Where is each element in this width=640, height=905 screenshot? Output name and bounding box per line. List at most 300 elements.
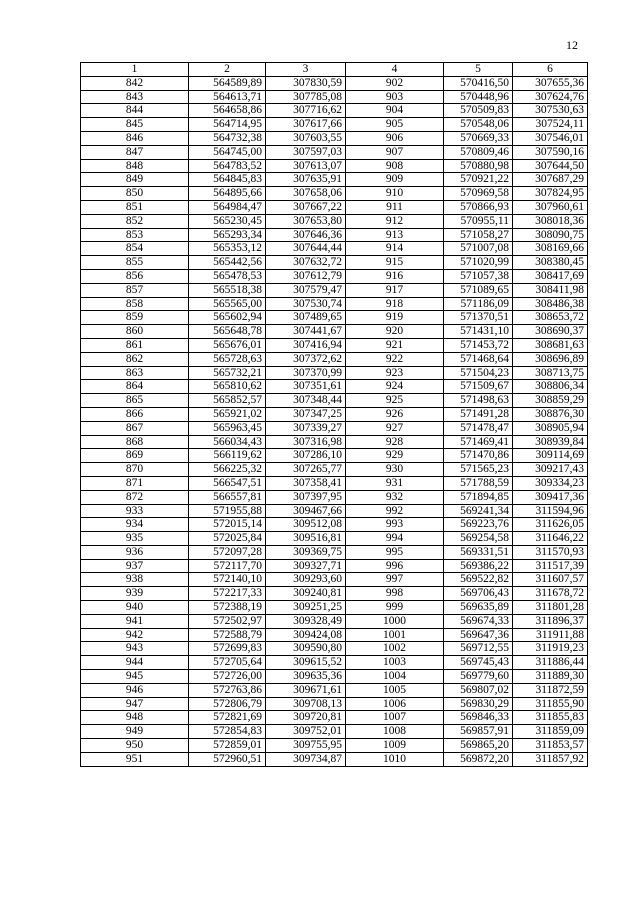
point-number-cell: 853	[81, 228, 189, 242]
point-number-cell: 941	[81, 614, 189, 628]
x-coordinate-cell: 565518,38	[189, 283, 266, 297]
point-number-cell: 943	[81, 642, 189, 656]
x-coordinate-cell: 570921,22	[444, 173, 513, 187]
x-coordinate-cell: 566557,81	[189, 490, 266, 504]
y-coordinate-cell: 309708,13	[266, 697, 346, 711]
y-coordinate-cell: 307489,65	[266, 311, 346, 325]
x-coordinate-cell: 569331,51	[444, 545, 513, 559]
point-number-cell: 932	[346, 490, 444, 504]
table-row	[81, 670, 588, 684]
x-coordinate-cell: 565293,34	[189, 228, 266, 242]
point-number-cell: 908	[346, 159, 444, 173]
y-coordinate-cell: 308681,63	[513, 338, 588, 352]
x-coordinate-cell: 570809,46	[444, 145, 513, 159]
table-row	[81, 269, 588, 283]
point-number-cell: 1010	[346, 752, 444, 766]
x-coordinate-cell: 571498,63	[444, 394, 513, 408]
x-coordinate-cell: 566547,51	[189, 476, 266, 490]
point-number-cell: 999	[346, 601, 444, 615]
column-header: 5	[444, 63, 513, 77]
point-number-cell: 843	[81, 90, 189, 104]
table-row	[81, 187, 588, 201]
table-row	[81, 683, 588, 697]
table-row	[81, 518, 588, 532]
x-coordinate-cell: 571089,65	[444, 283, 513, 297]
point-number-cell: 928	[346, 435, 444, 449]
x-coordinate-cell: 569865,20	[444, 739, 513, 753]
point-number-cell: 872	[81, 490, 189, 504]
y-coordinate-cell: 307644,50	[513, 159, 588, 173]
y-coordinate-cell: 307716,62	[266, 104, 346, 118]
y-coordinate-cell: 307397,95	[266, 490, 346, 504]
y-coordinate-cell: 309240,81	[266, 587, 346, 601]
point-number-cell: 930	[346, 463, 444, 477]
x-coordinate-cell: 565602,94	[189, 311, 266, 325]
point-number-cell: 902	[346, 76, 444, 90]
table-row	[81, 366, 588, 380]
table-row	[81, 104, 588, 118]
column-header: 3	[266, 63, 346, 77]
x-coordinate-cell: 564745,00	[189, 145, 266, 159]
x-coordinate-cell: 569712,55	[444, 642, 513, 656]
y-coordinate-cell: 309114,69	[513, 449, 588, 463]
y-coordinate-cell: 311517,39	[513, 559, 588, 573]
x-coordinate-cell: 564984,47	[189, 200, 266, 214]
x-coordinate-cell: 569647,36	[444, 628, 513, 642]
point-number-cell: 847	[81, 145, 189, 159]
x-coordinate-cell: 569745,43	[444, 656, 513, 670]
y-coordinate-cell: 307530,74	[266, 297, 346, 311]
y-coordinate-cell: 309467,66	[266, 504, 346, 518]
y-coordinate-cell: 309217,43	[513, 463, 588, 477]
y-coordinate-cell: 311626,05	[513, 518, 588, 532]
table-row	[81, 380, 588, 394]
x-coordinate-cell: 565230,45	[189, 214, 266, 228]
point-number-cell: 864	[81, 380, 189, 394]
y-coordinate-cell: 307667,22	[266, 200, 346, 214]
x-coordinate-cell: 571058,27	[444, 228, 513, 242]
y-coordinate-cell: 309590,80	[266, 642, 346, 656]
x-coordinate-cell: 570880,98	[444, 159, 513, 173]
x-coordinate-cell: 571470,86	[444, 449, 513, 463]
point-number-cell: 996	[346, 559, 444, 573]
table-row	[81, 173, 588, 187]
point-number-cell: 865	[81, 394, 189, 408]
point-number-cell: 871	[81, 476, 189, 490]
table-row	[81, 587, 588, 601]
y-coordinate-cell: 307339,27	[266, 421, 346, 435]
point-number-cell: 923	[346, 366, 444, 380]
point-number-cell: 1009	[346, 739, 444, 753]
point-number-cell: 860	[81, 325, 189, 339]
x-coordinate-cell: 571894,85	[444, 490, 513, 504]
page-number: 12	[566, 38, 578, 52]
x-coordinate-cell: 572015,14	[189, 518, 266, 532]
x-coordinate-cell: 570548,06	[444, 118, 513, 132]
point-number-cell: 850	[81, 187, 189, 201]
point-number-cell: 918	[346, 297, 444, 311]
point-number-cell: 933	[81, 504, 189, 518]
y-coordinate-cell: 307347,25	[266, 407, 346, 421]
y-coordinate-cell: 311886,44	[513, 656, 588, 670]
x-coordinate-cell: 571370,51	[444, 311, 513, 325]
point-number-cell: 867	[81, 421, 189, 435]
x-coordinate-cell: 564895,66	[189, 187, 266, 201]
point-number-cell: 859	[81, 311, 189, 325]
table-row	[81, 725, 588, 739]
x-coordinate-cell: 564613,71	[189, 90, 266, 104]
point-number-cell: 911	[346, 200, 444, 214]
x-coordinate-cell: 571431,10	[444, 325, 513, 339]
point-number-cell: 846	[81, 131, 189, 145]
y-coordinate-cell: 307687,29	[513, 173, 588, 187]
point-number-cell: 903	[346, 90, 444, 104]
table-row	[81, 642, 588, 656]
table-row	[81, 407, 588, 421]
table-row	[81, 490, 588, 504]
table-row	[81, 90, 588, 104]
x-coordinate-cell: 571478,47	[444, 421, 513, 435]
y-coordinate-cell: 307579,47	[266, 283, 346, 297]
table-row	[81, 476, 588, 490]
table-row	[81, 242, 588, 256]
y-coordinate-cell: 311570,93	[513, 545, 588, 559]
point-number-cell: 992	[346, 504, 444, 518]
y-coordinate-cell: 311857,92	[513, 752, 588, 766]
y-coordinate-cell: 308411,98	[513, 283, 588, 297]
point-number-cell: 997	[346, 573, 444, 587]
y-coordinate-cell: 311646,22	[513, 532, 588, 546]
table-row	[81, 532, 588, 546]
point-number-cell: 935	[81, 532, 189, 546]
x-coordinate-cell: 572699,83	[189, 642, 266, 656]
table-row	[81, 711, 588, 725]
y-coordinate-cell: 308806,34	[513, 380, 588, 394]
x-coordinate-cell: 569872,20	[444, 752, 513, 766]
table-row	[81, 394, 588, 408]
table-row	[81, 739, 588, 753]
point-number-cell: 921	[346, 338, 444, 352]
point-number-cell: 920	[346, 325, 444, 339]
y-coordinate-cell: 308018,36	[513, 214, 588, 228]
table-row	[81, 338, 588, 352]
point-number-cell: 940	[81, 601, 189, 615]
y-coordinate-cell: 311853,57	[513, 739, 588, 753]
x-coordinate-cell: 569779,60	[444, 670, 513, 684]
y-coordinate-cell: 311911,88	[513, 628, 588, 642]
point-number-cell: 1001	[346, 628, 444, 642]
y-coordinate-cell: 309615,52	[266, 656, 346, 670]
point-number-cell: 856	[81, 269, 189, 283]
y-coordinate-cell: 309752,01	[266, 725, 346, 739]
table-row	[81, 228, 588, 242]
y-coordinate-cell: 309512,08	[266, 518, 346, 532]
x-coordinate-cell: 571007,08	[444, 242, 513, 256]
y-coordinate-cell: 308876,30	[513, 407, 588, 421]
table-row	[81, 352, 588, 366]
x-coordinate-cell: 570416,50	[444, 76, 513, 90]
point-number-cell: 917	[346, 283, 444, 297]
y-coordinate-cell: 307624,76	[513, 90, 588, 104]
y-coordinate-cell: 311801,28	[513, 601, 588, 615]
y-coordinate-cell: 308417,69	[513, 269, 588, 283]
x-coordinate-cell: 572140,10	[189, 573, 266, 587]
point-number-cell: 914	[346, 242, 444, 256]
x-coordinate-cell: 569846,33	[444, 711, 513, 725]
y-coordinate-cell: 311607,57	[513, 573, 588, 587]
y-coordinate-cell: 307416,94	[266, 338, 346, 352]
point-number-cell: 849	[81, 173, 189, 187]
table-row	[81, 297, 588, 311]
x-coordinate-cell: 569857,91	[444, 725, 513, 739]
y-coordinate-cell: 308713,75	[513, 366, 588, 380]
y-coordinate-cell: 307524,11	[513, 118, 588, 132]
x-coordinate-cell: 565442,56	[189, 256, 266, 270]
y-coordinate-cell: 308939,84	[513, 435, 588, 449]
point-number-cell: 995	[346, 545, 444, 559]
y-coordinate-cell: 308090,75	[513, 228, 588, 242]
x-coordinate-cell: 571509,67	[444, 380, 513, 394]
table-row	[81, 325, 588, 339]
point-number-cell: 855	[81, 256, 189, 270]
table-row	[81, 573, 588, 587]
point-number-cell: 1007	[346, 711, 444, 725]
point-number-cell: 944	[81, 656, 189, 670]
y-coordinate-cell: 309327,71	[266, 559, 346, 573]
x-coordinate-cell: 572502,97	[189, 614, 266, 628]
column-header: 6	[513, 63, 588, 77]
point-number-cell: 863	[81, 366, 189, 380]
point-number-cell: 842	[81, 76, 189, 90]
point-number-cell: 950	[81, 739, 189, 753]
point-number-cell: 862	[81, 352, 189, 366]
x-coordinate-cell: 564714,95	[189, 118, 266, 132]
x-coordinate-cell: 571491,28	[444, 407, 513, 421]
x-coordinate-cell: 565478,53	[189, 269, 266, 283]
x-coordinate-cell: 572025,84	[189, 532, 266, 546]
x-coordinate-cell: 572388,19	[189, 601, 266, 615]
x-coordinate-cell: 564589,89	[189, 76, 266, 90]
x-coordinate-cell: 572821,69	[189, 711, 266, 725]
table-row	[81, 118, 588, 132]
y-coordinate-cell: 309635,36	[266, 670, 346, 684]
point-number-cell: 857	[81, 283, 189, 297]
y-coordinate-cell: 309720,81	[266, 711, 346, 725]
x-coordinate-cell: 572806,79	[189, 697, 266, 711]
y-coordinate-cell: 309734,87	[266, 752, 346, 766]
point-number-cell: 949	[81, 725, 189, 739]
point-number-cell: 919	[346, 311, 444, 325]
y-coordinate-cell: 309334,23	[513, 476, 588, 490]
point-number-cell: 905	[346, 118, 444, 132]
point-number-cell: 929	[346, 449, 444, 463]
y-coordinate-cell: 311919,23	[513, 642, 588, 656]
x-coordinate-cell: 565648,78	[189, 325, 266, 339]
point-number-cell: 1004	[346, 670, 444, 684]
point-number-cell: 870	[81, 463, 189, 477]
x-coordinate-cell: 570448,96	[444, 90, 513, 104]
x-coordinate-cell: 569386,22	[444, 559, 513, 573]
x-coordinate-cell: 565565,00	[189, 297, 266, 311]
x-coordinate-cell: 570509,83	[444, 104, 513, 118]
x-coordinate-cell: 571469,41	[444, 435, 513, 449]
table-row	[81, 752, 588, 766]
point-number-cell: 844	[81, 104, 189, 118]
y-coordinate-cell: 311859,09	[513, 725, 588, 739]
y-coordinate-cell: 307530,63	[513, 104, 588, 118]
y-coordinate-cell: 309369,75	[266, 545, 346, 559]
x-coordinate-cell: 571453,72	[444, 338, 513, 352]
point-number-cell: 939	[81, 587, 189, 601]
x-coordinate-cell: 569706,43	[444, 587, 513, 601]
y-coordinate-cell: 307632,72	[266, 256, 346, 270]
x-coordinate-cell: 570969,58	[444, 187, 513, 201]
x-coordinate-cell: 565810,62	[189, 380, 266, 394]
x-coordinate-cell: 564658,86	[189, 104, 266, 118]
table-row	[81, 421, 588, 435]
x-coordinate-cell: 569635,89	[444, 601, 513, 615]
y-coordinate-cell: 308905,94	[513, 421, 588, 435]
point-number-cell: 912	[346, 214, 444, 228]
point-number-cell: 945	[81, 670, 189, 684]
point-number-cell: 915	[346, 256, 444, 270]
x-coordinate-cell: 565353,12	[189, 242, 266, 256]
y-coordinate-cell: 309516,81	[266, 532, 346, 546]
y-coordinate-cell: 307603,55	[266, 131, 346, 145]
table-row	[81, 159, 588, 173]
y-coordinate-cell: 307613,07	[266, 159, 346, 173]
point-number-cell: 942	[81, 628, 189, 642]
y-coordinate-cell: 307655,36	[513, 76, 588, 90]
y-coordinate-cell: 311896,37	[513, 614, 588, 628]
point-number-cell: 906	[346, 131, 444, 145]
x-coordinate-cell: 571788,59	[444, 476, 513, 490]
x-coordinate-cell: 572097,28	[189, 545, 266, 559]
point-number-cell: 1008	[346, 725, 444, 739]
point-number-cell: 851	[81, 200, 189, 214]
x-coordinate-cell: 570955,11	[444, 214, 513, 228]
y-coordinate-cell: 309251,25	[266, 601, 346, 615]
y-coordinate-cell: 307658,06	[266, 187, 346, 201]
column-header: 4	[346, 63, 444, 77]
point-number-cell: 861	[81, 338, 189, 352]
table-row	[81, 601, 588, 615]
x-coordinate-cell: 565732,21	[189, 366, 266, 380]
table-row	[81, 545, 588, 559]
y-coordinate-cell: 307348,44	[266, 394, 346, 408]
table-row	[81, 435, 588, 449]
point-number-cell: 936	[81, 545, 189, 559]
y-coordinate-cell: 309293,60	[266, 573, 346, 587]
point-number-cell: 916	[346, 269, 444, 283]
point-number-cell: 926	[346, 407, 444, 421]
x-coordinate-cell: 566034,43	[189, 435, 266, 449]
y-coordinate-cell: 309328,49	[266, 614, 346, 628]
x-coordinate-cell: 564732,38	[189, 131, 266, 145]
table-row	[81, 76, 588, 90]
x-coordinate-cell: 565852,57	[189, 394, 266, 408]
x-coordinate-cell: 571186,09	[444, 297, 513, 311]
point-number-cell: 1006	[346, 697, 444, 711]
point-number-cell: 993	[346, 518, 444, 532]
x-coordinate-cell: 571020,99	[444, 256, 513, 270]
y-coordinate-cell: 308380,45	[513, 256, 588, 270]
x-coordinate-cell: 571504,23	[444, 366, 513, 380]
y-coordinate-cell: 307785,08	[266, 90, 346, 104]
point-number-cell: 854	[81, 242, 189, 256]
y-coordinate-cell: 307646,36	[266, 228, 346, 242]
point-number-cell: 852	[81, 214, 189, 228]
x-coordinate-cell: 570669,33	[444, 131, 513, 145]
x-coordinate-cell: 569254,58	[444, 532, 513, 546]
point-number-cell: 913	[346, 228, 444, 242]
point-number-cell: 845	[81, 118, 189, 132]
y-coordinate-cell: 311678,72	[513, 587, 588, 601]
point-number-cell: 909	[346, 173, 444, 187]
table-row	[81, 463, 588, 477]
y-coordinate-cell: 309755,95	[266, 739, 346, 753]
y-coordinate-cell: 307358,41	[266, 476, 346, 490]
y-coordinate-cell: 308169,66	[513, 242, 588, 256]
y-coordinate-cell: 307546,01	[513, 131, 588, 145]
y-coordinate-cell: 308690,37	[513, 325, 588, 339]
point-number-cell: 925	[346, 394, 444, 408]
x-coordinate-cell: 572960,51	[189, 752, 266, 766]
table-row	[81, 214, 588, 228]
y-coordinate-cell: 311889,30	[513, 670, 588, 684]
x-coordinate-cell: 571565,23	[444, 463, 513, 477]
y-coordinate-cell: 308486,38	[513, 297, 588, 311]
x-coordinate-cell: 569674,33	[444, 614, 513, 628]
table-row	[81, 449, 588, 463]
y-coordinate-cell: 311594,96	[513, 504, 588, 518]
point-number-cell: 907	[346, 145, 444, 159]
point-number-cell: 994	[346, 532, 444, 546]
column-header: 1	[81, 63, 189, 77]
x-coordinate-cell: 564783,52	[189, 159, 266, 173]
table-row	[81, 559, 588, 573]
x-coordinate-cell: 565963,45	[189, 421, 266, 435]
y-coordinate-cell: 307351,61	[266, 380, 346, 394]
point-number-cell: 934	[81, 518, 189, 532]
x-coordinate-cell: 569223,76	[444, 518, 513, 532]
x-coordinate-cell: 572117,70	[189, 559, 266, 573]
point-number-cell: 951	[81, 752, 189, 766]
y-coordinate-cell: 307265,77	[266, 463, 346, 477]
y-coordinate-cell: 307590,16	[513, 145, 588, 159]
y-coordinate-cell: 307617,66	[266, 118, 346, 132]
table-row	[81, 283, 588, 297]
point-number-cell: 948	[81, 711, 189, 725]
point-number-cell: 1003	[346, 656, 444, 670]
point-number-cell: 869	[81, 449, 189, 463]
point-number-cell: 1000	[346, 614, 444, 628]
y-coordinate-cell: 308653,72	[513, 311, 588, 325]
x-coordinate-cell: 572859,01	[189, 739, 266, 753]
table-row	[81, 628, 588, 642]
y-coordinate-cell: 309671,61	[266, 683, 346, 697]
column-header: 2	[189, 63, 266, 77]
point-number-cell: 947	[81, 697, 189, 711]
x-coordinate-cell: 571468,64	[444, 352, 513, 366]
x-coordinate-cell: 569522,82	[444, 573, 513, 587]
y-coordinate-cell: 307824,95	[513, 187, 588, 201]
x-coordinate-cell: 571955,88	[189, 504, 266, 518]
point-number-cell: 931	[346, 476, 444, 490]
table-row	[81, 131, 588, 145]
y-coordinate-cell: 308859,29	[513, 394, 588, 408]
table-row	[81, 614, 588, 628]
